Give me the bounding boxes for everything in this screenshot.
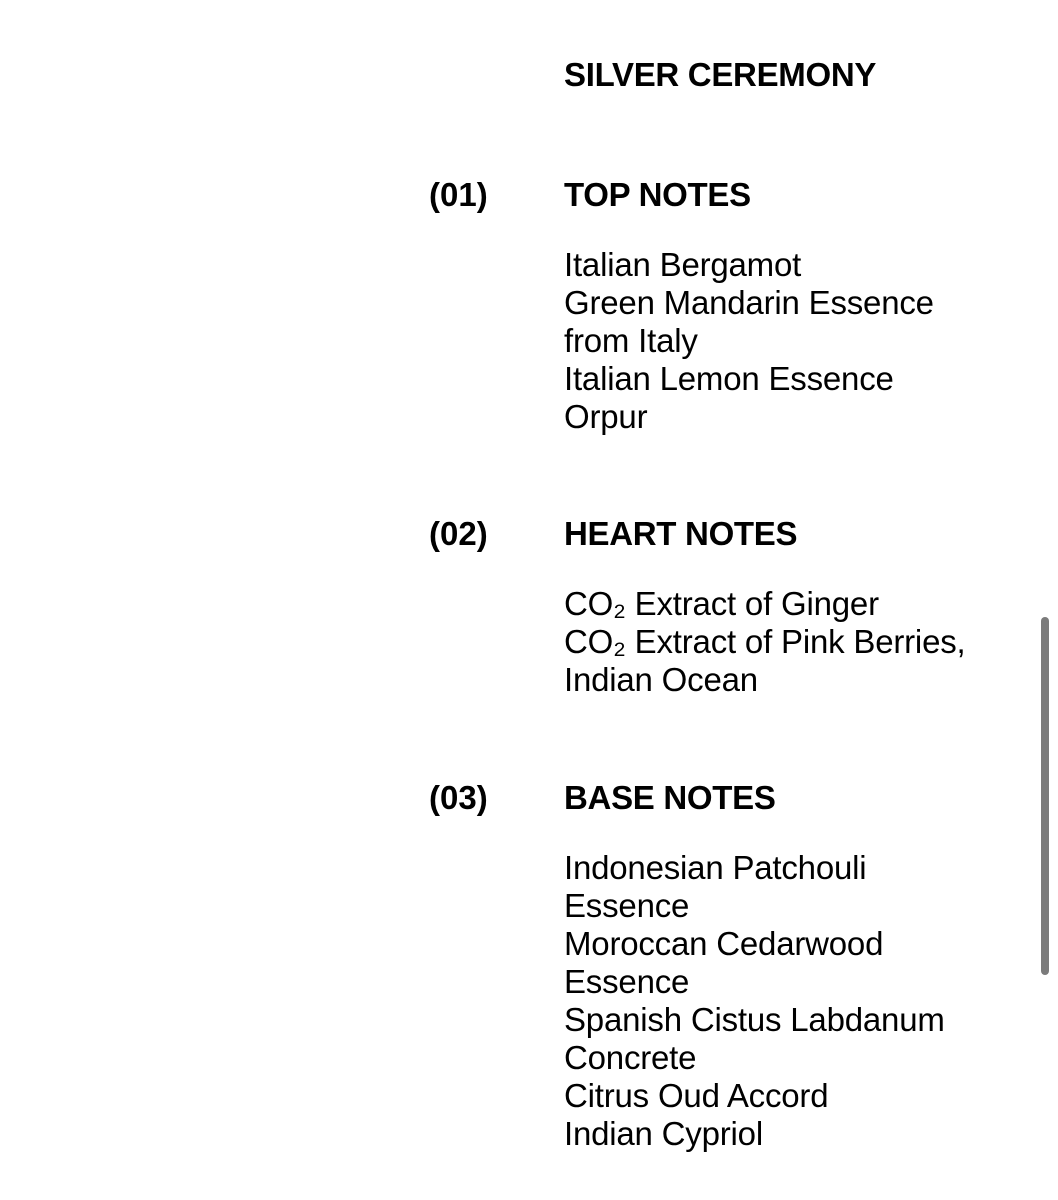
note-item: Indonesian Patchouli bbox=[564, 849, 867, 886]
note-item: Indian Ocean bbox=[564, 661, 758, 698]
note-item: CO₂ Extract of Ginger bbox=[564, 585, 879, 622]
note-item: Moroccan Cedarwood bbox=[564, 925, 884, 962]
vertical-scrollbar[interactable] bbox=[1041, 617, 1049, 975]
note-item: Green Mandarin Essence bbox=[564, 284, 934, 321]
note-item: from Italy bbox=[564, 322, 698, 359]
page-title: SILVER CEREMONY bbox=[564, 56, 877, 93]
notes-list bbox=[564, 246, 934, 436]
section-number: (03) bbox=[429, 779, 488, 816]
note-item: Indian Cypriol bbox=[564, 1115, 763, 1152]
note-item: Italian Bergamot bbox=[564, 246, 802, 283]
section-number: (01) bbox=[429, 176, 488, 213]
section-title: HEART NOTES bbox=[564, 515, 798, 552]
note-item: Orpur bbox=[564, 398, 648, 435]
section-number: (02) bbox=[429, 515, 488, 552]
note-item: Essence bbox=[564, 963, 690, 1000]
note-item: Spanish Cistus Labdanum bbox=[564, 1001, 945, 1038]
note-item: Concrete bbox=[564, 1039, 697, 1076]
note-item: CO₂ Extract of Pink Berries, bbox=[564, 623, 966, 660]
note-item: Essence bbox=[564, 887, 690, 924]
section-title: BASE NOTES bbox=[564, 779, 776, 816]
note-item: Citrus Oud Accord bbox=[564, 1077, 829, 1114]
note-item: Italian Lemon Essence bbox=[564, 360, 894, 397]
section-title: TOP NOTES bbox=[564, 176, 751, 213]
notes-list bbox=[564, 585, 966, 699]
notes-list bbox=[564, 849, 945, 1153]
